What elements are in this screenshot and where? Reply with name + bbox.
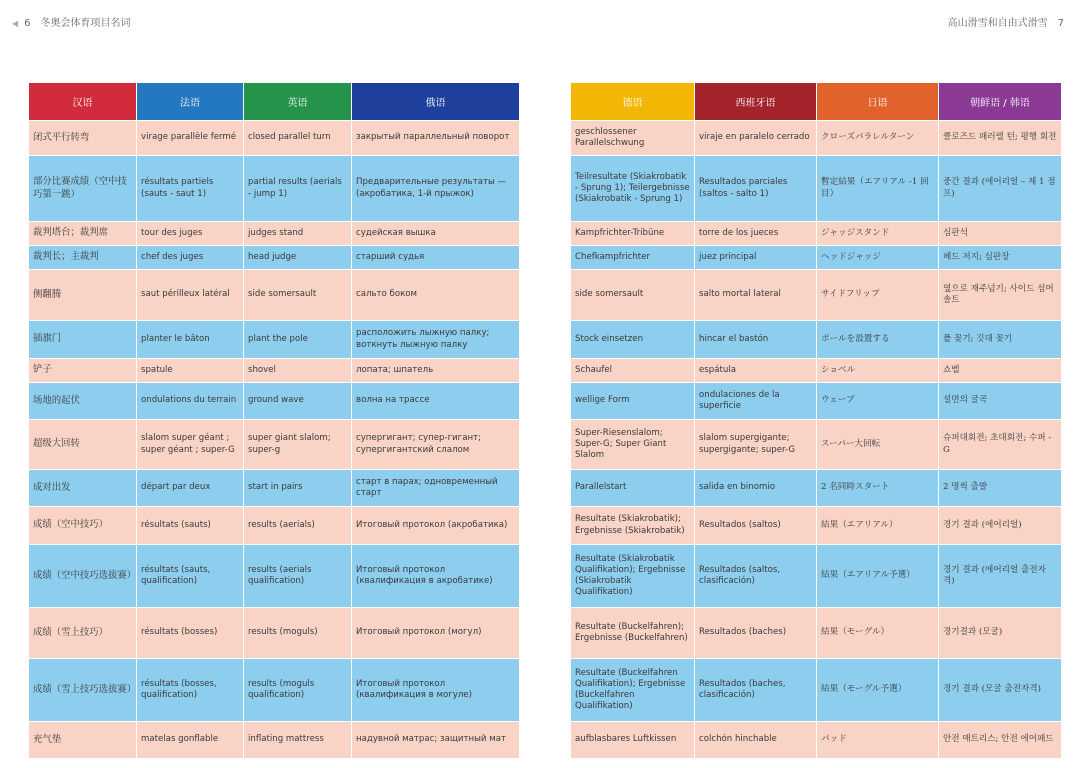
table-row bbox=[29, 506, 520, 544]
term-cell: Resultados (baches, clasificación) bbox=[695, 658, 817, 721]
term-cell: 경기 결과 (에어리얼 출전자격) bbox=[939, 544, 1062, 607]
term-cell: Resultados (saltos, clasificación) bbox=[695, 544, 817, 607]
right-page bbox=[540, 0, 1080, 768]
table-row bbox=[29, 544, 520, 607]
term-cell: 2 명씩 출발 bbox=[939, 469, 1062, 506]
term-cell: résultats (sauts) bbox=[137, 506, 244, 544]
header-row bbox=[29, 83, 520, 120]
term-cell: Resultate (Skiakrobatik Qualifikation); Ergebnisse (Skiakrobatik Qualifikation) bbox=[571, 544, 695, 607]
column-header: 德语 bbox=[571, 83, 695, 120]
table-row bbox=[29, 221, 520, 245]
term-cell: 暫定結果（エアリアル -1 回目） bbox=[817, 155, 939, 221]
term-cell: Итоговый протокол (квалификация в могуле) bbox=[352, 658, 520, 721]
table-row bbox=[29, 382, 520, 419]
term-cell: 裁判塔台；裁判席 bbox=[29, 221, 137, 245]
term-cell: closed parallel turn bbox=[244, 120, 352, 155]
table-row bbox=[571, 544, 1062, 607]
term-cell: судейская вышка bbox=[352, 221, 520, 245]
term-cell: スーパー大回転 bbox=[817, 419, 939, 469]
table-row bbox=[29, 358, 520, 382]
term-cell: 成绩（雪上技巧） bbox=[29, 607, 137, 658]
term-cell: 部分比赛成绩（空中技巧第一跳） bbox=[29, 155, 137, 221]
term-cell: 옆으로 재주넘기; 사이드 섬머솔트 bbox=[939, 269, 1062, 320]
term-cell: 插旗门 bbox=[29, 320, 137, 358]
term-cell: saut périlleux latéral bbox=[137, 269, 244, 320]
term-cell: 結果（モーグル予選） bbox=[817, 658, 939, 721]
term-cell: супергигант; супер-гигант; супергигантский слалом bbox=[352, 419, 520, 469]
table-row bbox=[29, 269, 520, 320]
term-cell: 헤드 저지; 심판장 bbox=[939, 245, 1062, 269]
table-row bbox=[29, 245, 520, 269]
term-cell: 2 名同時スタート bbox=[817, 469, 939, 506]
term-cell: super giant slalom; super-g bbox=[244, 419, 352, 469]
table-row bbox=[29, 721, 520, 758]
term-cell: 쇼벨 bbox=[939, 358, 1062, 382]
table-row bbox=[571, 382, 1062, 419]
term-cell: slalom supergigante; supergigante; super-G bbox=[695, 419, 817, 469]
term-cell: résultats partiels (sauts - saut 1) bbox=[137, 155, 244, 221]
term-cell: волна на трассе bbox=[352, 382, 520, 419]
term-cell: espátula bbox=[695, 358, 817, 382]
term-cell: Resultate (Skiakrobatik); Ergebnisse (Skiakrobatik) bbox=[571, 506, 695, 544]
term-cell: Resultate (Buckelfahren); Ergebnisse (Buckelfahren) bbox=[571, 607, 695, 658]
term-cell: results (moguls qualification) bbox=[244, 658, 352, 721]
term-cell: Kampfrichter-Tribüne bbox=[571, 221, 695, 245]
term-cell: planter le bâton bbox=[137, 320, 244, 358]
term-cell: Stock einsetzen bbox=[571, 320, 695, 358]
term-cell: 铲子 bbox=[29, 358, 137, 382]
term-cell: results (moguls) bbox=[244, 607, 352, 658]
term-cell: shovel bbox=[244, 358, 352, 382]
term-cell: ondulations du terrain bbox=[137, 382, 244, 419]
term-cell: salida en binomio bbox=[695, 469, 817, 506]
term-cell: hincar el bastón bbox=[695, 320, 817, 358]
term-cell: chef des juges bbox=[137, 245, 244, 269]
term-cell: расположить лыжную палку; воткнуть лыжную палку bbox=[352, 320, 520, 358]
glossary-table-left bbox=[29, 83, 520, 758]
column-header: 朝鲜语 / 韩语 bbox=[939, 83, 1062, 120]
term-cell: 경기 결과 (에어리얼) bbox=[939, 506, 1062, 544]
term-cell: 超级大回转 bbox=[29, 419, 137, 469]
term-cell: ポールを設置する bbox=[817, 320, 939, 358]
term-cell: plant the pole bbox=[244, 320, 352, 358]
column-header: 日语 bbox=[817, 83, 939, 120]
term-cell: Resultados (saltos) bbox=[695, 506, 817, 544]
term-cell: 成对出发 bbox=[29, 469, 137, 506]
glossary-rows bbox=[29, 120, 520, 758]
table-row bbox=[571, 320, 1062, 358]
header-row bbox=[571, 83, 1062, 120]
running-head-right bbox=[948, 14, 1064, 29]
term-cell: judges stand bbox=[244, 221, 352, 245]
term-cell: старт в парах; одновременный старт bbox=[352, 469, 520, 506]
term-cell: лопата; шпатель bbox=[352, 358, 520, 382]
term-cell: ground wave bbox=[244, 382, 352, 419]
column-header: 法语 bbox=[137, 83, 244, 120]
term-cell: 結果（エアリアル予選） bbox=[817, 544, 939, 607]
term-cell: tour des juges bbox=[137, 221, 244, 245]
running-title: 高山滑雪和自由式滑雪 bbox=[947, 18, 1048, 29]
term-cell: matelas gonflable bbox=[137, 721, 244, 758]
term-cell: надувной матрас; защитный мат bbox=[352, 721, 520, 758]
term-cell: 結果（エアリアル） bbox=[817, 506, 939, 544]
term-cell: Parallelstart bbox=[571, 469, 695, 506]
term-cell: side somersault bbox=[244, 269, 352, 320]
term-cell: ウェーブ bbox=[817, 382, 939, 419]
term-cell: side somersault bbox=[571, 269, 695, 320]
term-cell: slalom super géant ; super géant ; super-G bbox=[137, 419, 244, 469]
term-cell: Schaufel bbox=[571, 358, 695, 382]
term-cell: ショベル bbox=[817, 358, 939, 382]
column-header: 英语 bbox=[244, 83, 352, 120]
term-cell: ヘッドジャッジ bbox=[817, 245, 939, 269]
term-cell: 안전 매트리스; 안전 에어패드 bbox=[939, 721, 1062, 758]
table-row bbox=[571, 358, 1062, 382]
table-row bbox=[571, 269, 1062, 320]
term-cell: 场地的起伏 bbox=[29, 382, 137, 419]
term-cell: start in pairs bbox=[244, 469, 352, 506]
term-cell: Chefkampfrichter bbox=[571, 245, 695, 269]
term-cell: 심판석 bbox=[939, 221, 1062, 245]
term-cell: head judge bbox=[244, 245, 352, 269]
term-cell: 侧翻腾 bbox=[29, 269, 137, 320]
term-cell: Итоговый протокол (могул) bbox=[352, 607, 520, 658]
term-cell: 成绩（空中技巧选拔赛） bbox=[29, 544, 137, 607]
term-cell: старший судья bbox=[352, 245, 520, 269]
term-cell: 成绩（雪上技巧选拔赛） bbox=[29, 658, 137, 721]
running-title: 冬奥会体育项目名词 bbox=[40, 18, 131, 29]
column-header: 汉语 bbox=[29, 83, 137, 120]
table-row bbox=[571, 721, 1062, 758]
glossary-rows bbox=[571, 120, 1062, 758]
term-cell: spatule bbox=[137, 358, 244, 382]
term-cell: 경기결과 (모굴) bbox=[939, 607, 1062, 658]
term-cell: 結果（モーグル） bbox=[817, 607, 939, 658]
term-cell: Resultate (Buckelfahren Qualifikation); Ergebnisse (Buckelfahren Qualifikation) bbox=[571, 658, 695, 721]
table-row bbox=[571, 221, 1062, 245]
term-cell: 裁判长；主裁判 bbox=[29, 245, 137, 269]
table-row bbox=[29, 155, 520, 221]
term-cell: Итоговый протокол (квалификация в акробатике) bbox=[352, 544, 520, 607]
term-cell: パッド bbox=[817, 721, 939, 758]
term-cell: salto mortal lateral bbox=[695, 269, 817, 320]
table-row bbox=[29, 658, 520, 721]
term-cell: 클로즈드 패러렐 턴; 평행 회전 bbox=[939, 120, 1062, 155]
term-cell: juez principal bbox=[695, 245, 817, 269]
table-row bbox=[571, 469, 1062, 506]
table-row bbox=[571, 658, 1062, 721]
term-cell: Resultados (baches) bbox=[695, 607, 817, 658]
term-cell: сальто боком bbox=[352, 269, 520, 320]
term-cell: partial results (aerials - jump 1) bbox=[244, 155, 352, 221]
table-row bbox=[29, 120, 520, 155]
term-cell: закрытый параллельный поворот bbox=[352, 120, 520, 155]
term-cell: geschlossener Parallelschwung bbox=[571, 120, 695, 155]
table-row bbox=[29, 320, 520, 358]
term-cell: 슈퍼대회전; 초대회전; 수퍼 -G bbox=[939, 419, 1062, 469]
term-cell: 充气垫 bbox=[29, 721, 137, 758]
table-row bbox=[29, 469, 520, 506]
term-cell: Super-Riesenslalom; Super-G; Super Giant Slalom bbox=[571, 419, 695, 469]
term-cell: inflating mattress bbox=[244, 721, 352, 758]
page-number: 7 bbox=[1057, 18, 1064, 29]
term-cell: ジャッジスタンド bbox=[817, 221, 939, 245]
term-cell: résultats (bosses, qualification) bbox=[137, 658, 244, 721]
table-row bbox=[571, 506, 1062, 544]
term-cell: wellige Form bbox=[571, 382, 695, 419]
table-row bbox=[29, 419, 520, 469]
term-cell: Итоговый протокол (акробатика) bbox=[352, 506, 520, 544]
prev-page-arrow-icon[interactable]: ◀ bbox=[12, 19, 19, 28]
term-cell: Resultados parciales (saltos - salto 1) bbox=[695, 155, 817, 221]
term-cell: 闭式平行转弯 bbox=[29, 120, 137, 155]
table-row bbox=[29, 607, 520, 658]
column-header: 俄语 bbox=[352, 83, 520, 120]
running-head-left bbox=[12, 14, 131, 29]
table-row bbox=[571, 155, 1062, 221]
term-cell: results (aerials) bbox=[244, 506, 352, 544]
term-cell: クローズパラレルターン bbox=[817, 120, 939, 155]
term-cell: ondulaciones de la superficie bbox=[695, 382, 817, 419]
table-row bbox=[571, 245, 1062, 269]
term-cell: Teilresultate (Skiakrobatik - Sprung 1); Teilergebnisse (Skiakrobatik - Sprung 1) bbox=[571, 155, 695, 221]
term-cell: 설면의 굴곡 bbox=[939, 382, 1062, 419]
term-cell: Предварительные результаты — (акробатика, 1-й прыжок) bbox=[352, 155, 520, 221]
term-cell: サイドフリップ bbox=[817, 269, 939, 320]
term-cell: départ par deux bbox=[137, 469, 244, 506]
term-cell: torre de los jueces bbox=[695, 221, 817, 245]
term-cell: colchón hinchable bbox=[695, 721, 817, 758]
glossary-table-right bbox=[571, 83, 1062, 758]
term-cell: results (aerials qualification) bbox=[244, 544, 352, 607]
table-row bbox=[571, 419, 1062, 469]
term-cell: aufblasbares Luftkissen bbox=[571, 721, 695, 758]
term-cell: 成绩（空中技巧） bbox=[29, 506, 137, 544]
page-number: 6 bbox=[24, 18, 31, 29]
term-cell: 폴 꽂기; 깃대 꽂기 bbox=[939, 320, 1062, 358]
term-cell: 중간 결과 (에어리얼 – 제 1 점프) bbox=[939, 155, 1062, 221]
column-header: 西班牙语 bbox=[695, 83, 817, 120]
table-row bbox=[571, 120, 1062, 155]
term-cell: résultats (sauts, qualification) bbox=[137, 544, 244, 607]
term-cell: 경기 결과 (모굴 출전자격) bbox=[939, 658, 1062, 721]
table-row bbox=[571, 607, 1062, 658]
term-cell: virage parallèle fermé bbox=[137, 120, 244, 155]
term-cell: viraje en paralelo cerrado bbox=[695, 120, 817, 155]
term-cell: résultats (bosses) bbox=[137, 607, 244, 658]
